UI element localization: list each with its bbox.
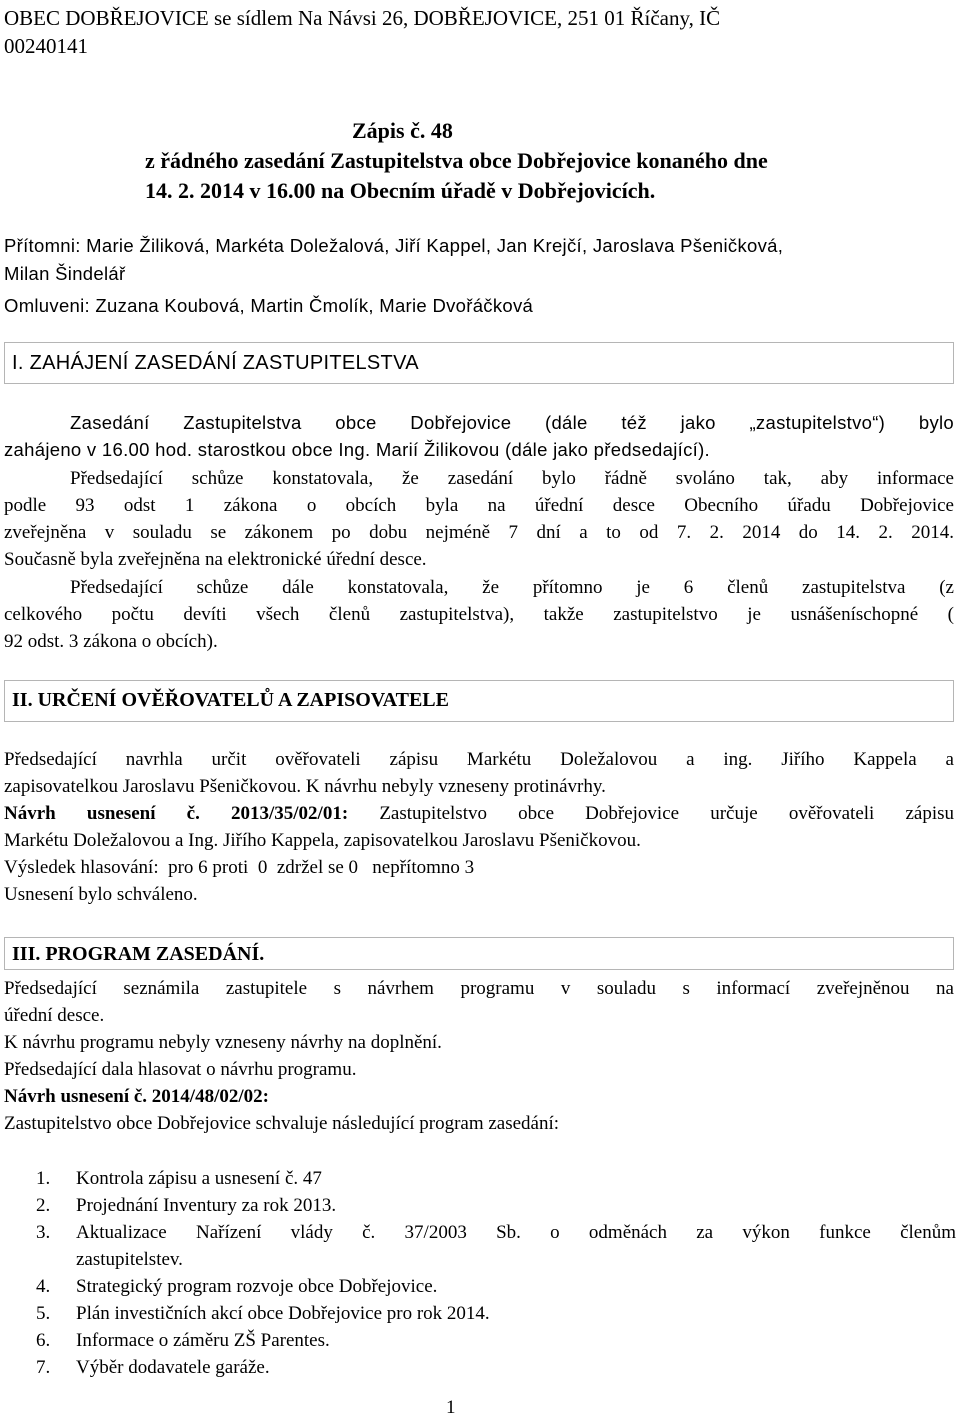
s1-p3-line-3: 92 odst. 3 zákona o obcích). — [4, 631, 218, 652]
section-1-paragraph-2 — [4, 465, 954, 573]
list-item — [36, 1192, 956, 1219]
list-item-number: 7. — [36, 1357, 51, 1378]
section-1-heading-box — [4, 342, 954, 384]
list-item-number: 3. — [36, 1222, 51, 1243]
section-3-body — [4, 975, 954, 1137]
s1-p1-line-1: Zasedání Zastupitelstva obce Dobřejovice (dále též jako „zastupitelstvo“) bylo — [70, 412, 954, 433]
s2-resolution-line-2: Markétu Doležalovou a Ing. Jiřího Kappela, zapisovatelkou Jaroslavu Pšeničkovou. — [4, 830, 641, 851]
present-line-2: Milan Šindelář — [4, 263, 126, 284]
attendance — [4, 232, 954, 320]
s2-resolution-line-1 — [4, 800, 954, 827]
section-3-heading: III. PROGRAM ZASEDÁNÍ. — [12, 943, 265, 965]
excused-line: Omluveni: Zuzana Koubová, Martin Čmolík, Marie Dvořáčková — [4, 295, 534, 316]
list-item-text: Výběr dodavatele garáže. — [76, 1357, 270, 1378]
s2-line-1: Předsedající navrhla určit ověřovateli zápisu Markétu Doležalovou a ing. Jiřího Kappela a — [4, 749, 954, 770]
document-header — [4, 4, 954, 60]
present-line-1: Přítomni: Marie Žiliková, Markéta Doležalová, Jiří Kappel, Jan Krejčí, Jaroslava Pšeničková, — [4, 235, 784, 256]
header-line-2: 00240141 — [4, 34, 88, 58]
list-item-number: 5. — [36, 1303, 51, 1324]
title-line-1: Zápis č. 48 — [352, 118, 453, 143]
list-item-text: Informace o záměru ZŠ Parentes. — [76, 1330, 330, 1351]
s2-approved: Usnesení bylo schváleno. — [4, 884, 198, 905]
s1-p3-line-1: Předsedající schůze dále konstatovala, že přítomno je 6 členů zastupitelstva (z — [70, 577, 954, 598]
s1-p1-line-2: zahájeno v 16.00 hod. starostkou obce Ing. Marií Žilikovou (dále jako předsedající). — [4, 439, 710, 460]
list-item — [36, 1165, 956, 1192]
section-1-paragraph-3 — [4, 574, 954, 655]
s1-p2-line-1: Předsedající schůze konstatovala, že zasedání bylo řádně svoláno tak, aby informace — [70, 468, 954, 489]
list-item — [36, 1300, 956, 1327]
list-item-number: 2. — [36, 1195, 51, 1216]
s3-resolution-label: Návrh usnesení č. 2014/48/02/02: — [4, 1086, 269, 1107]
document-title — [145, 116, 945, 206]
s2-line-2: zapisovatelkou Jaroslavu Pšeničkovou. K návrhu nebyly vzneseny protinávrhy. — [4, 776, 606, 797]
list-item-text: Plán investičních akcí obce Dobřejovice pro rok 2014. — [76, 1303, 490, 1324]
s1-p2-line-4: Současně byla zveřejněna na elektronické úřední desce. — [4, 549, 427, 570]
s3-line-3: K návrhu programu nebyly vzneseny návrhy na doplnění. — [4, 1032, 442, 1053]
section-1-heading: I. ZAHÁJENÍ ZASEDÁNÍ ZASTUPITELSTVA — [12, 352, 419, 374]
s3-line-1: Předsedající seznámila zastupitele s návrhem programu v souladu s informací zveřejněnou na — [4, 978, 954, 999]
s1-p3-line-2: celkového počtu devíti všech členů zastupitelstva), takže zastupitelstvo je usnášeníschopné ( — [4, 604, 954, 625]
s3-line-5: Zastupitelstvo obce Dobřejovice schvaluje následující program zasedání: — [4, 1113, 560, 1134]
list-item-number: 4. — [36, 1276, 51, 1297]
s2-resolution-label: Návrh usnesení č. 2013/35/02/01: — [4, 803, 349, 824]
list-item — [36, 1354, 956, 1381]
list-item-text: Strategický program rozvoje obce Dobřejovice. — [76, 1276, 438, 1297]
list-item-number: 6. — [36, 1330, 51, 1351]
section-1-paragraph-1 — [4, 409, 954, 463]
program-list — [36, 1165, 956, 1381]
s1-p2-line-3: zveřejněna v souladu se zákonem po dobu nejméně 7 dní a to od 7. 2. 2014 do 14. 2. 2014. — [4, 522, 954, 543]
title-line-2: z řádného zasedání Zastupitelstva obce Dobřejovice konaného dne — [145, 148, 768, 173]
section-2-heading-box — [4, 680, 954, 722]
section-3-heading-box — [4, 937, 954, 970]
list-item — [36, 1273, 956, 1300]
section-2-heading: II. URČENÍ OVĚŘOVATELŮ A ZAPISOVATELE — [12, 689, 449, 711]
list-item-text-continued: zastupitelstev. — [76, 1249, 183, 1270]
header-line-1: OBEC DOBŘEJOVICE se sídlem Na Návsi 26, DOBŘEJOVICE, 251 01 Říčany, IČ — [4, 6, 721, 30]
page-number: 1 — [446, 1397, 456, 1418]
section-2-body — [4, 746, 954, 908]
list-item-number: 1. — [36, 1168, 51, 1189]
s3-line-2: úřední desce. — [4, 1005, 105, 1026]
list-item — [36, 1327, 956, 1354]
s3-line-4: Předsedající dala hlasovat o návrhu programu. — [4, 1059, 357, 1080]
s1-p2-line-2: podle 93 odst 1 zákona o obcích byla na úřední desce Obecního úřadu Dobřejovice — [4, 495, 954, 516]
list-item — [36, 1219, 956, 1273]
s2-resolution-text: Zastupitelstvo obce Dobřejovice určuje ověřovateli zápisu — [348, 803, 954, 824]
title-line-3: 14. 2. 2014 v 16.00 na Obecním úřadě v Dobřejovicích. — [145, 178, 656, 203]
list-item-text: Aktualizace Nařízení vlády č. 37/2003 Sb. o odměnách za výkon funkce členům — [76, 1222, 956, 1243]
s2-vote: Výsledek hlasování: pro 6 proti 0 zdržel se 0 nepřítomno 3 — [4, 857, 475, 878]
list-item-text: Kontrola zápisu a usnesení č. 47 — [76, 1168, 322, 1189]
list-item-text: Projednání Inventury za rok 2013. — [76, 1195, 337, 1216]
